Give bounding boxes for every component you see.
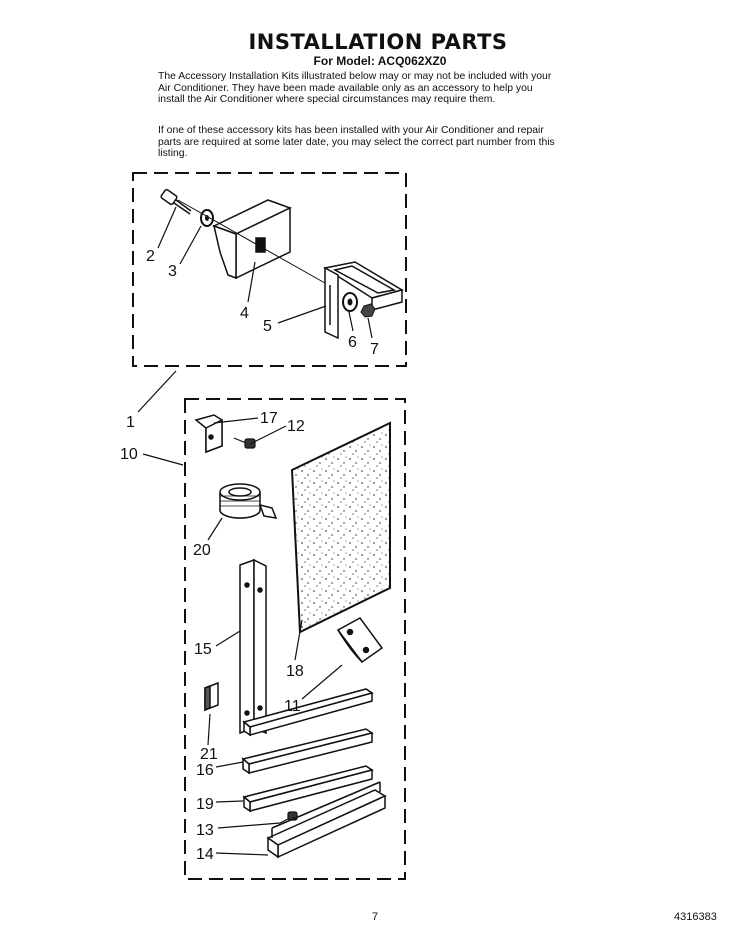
callout-3: 3: [168, 263, 177, 280]
channel-part-15: [240, 560, 266, 733]
callout-11: 11: [284, 698, 301, 715]
foam-strip-part-16: [243, 729, 372, 773]
block-part-21: [205, 683, 218, 710]
intro-paragraph-2: If one of these accessory kits has been installed with your Air Conditioner and repair parts are required at some later date, you may select the correct part number from this listing.: [158, 125, 555, 160]
callout-2: 2: [146, 248, 155, 265]
callout-10: 10: [120, 446, 138, 463]
bracket-part-5: [325, 262, 402, 338]
callout-20: 20: [193, 542, 211, 559]
callout-18: 18: [286, 663, 304, 680]
callout-19: 19: [196, 796, 214, 813]
washer-part-3: [201, 210, 213, 226]
document-number: 4316383: [674, 911, 717, 923]
model-line: For Model: ACQ062XZ0: [313, 54, 447, 68]
callout-1: 1: [126, 414, 135, 431]
callout-14: 14: [196, 846, 214, 863]
washer-part-6: [343, 293, 357, 311]
callout-15: 15: [194, 641, 212, 658]
callout-17: 17: [260, 410, 278, 427]
callout-12: 12: [287, 418, 305, 435]
foam-panel-part-18: [292, 423, 390, 632]
callout-4: 4: [240, 305, 249, 322]
callout-7: 7: [370, 341, 379, 358]
callout-5: 5: [263, 318, 272, 335]
intro-paragraph-1: The Accessory Installation Kits illustrated below may or may not be included with your Air Conditioner. They have been made available only as an accessory to help you install the Air Conditioner where special circumstances may require them.: [158, 71, 552, 106]
angle-bracket-part-17: [196, 415, 222, 452]
callout-21: 21: [200, 746, 218, 763]
page-title: INSTALLATION PARTS: [248, 30, 508, 54]
clip-bracket-part-11: [338, 618, 382, 662]
page-number: 7: [372, 911, 379, 923]
callout-13: 13: [196, 822, 214, 839]
cover-box-part-4: [214, 200, 290, 278]
screw-part-2: [160, 189, 191, 214]
nut-part-7: [361, 304, 375, 317]
callout-16: 16: [196, 762, 214, 779]
tape-roll-part-20: [220, 484, 276, 518]
callout-6: 6: [348, 334, 357, 351]
